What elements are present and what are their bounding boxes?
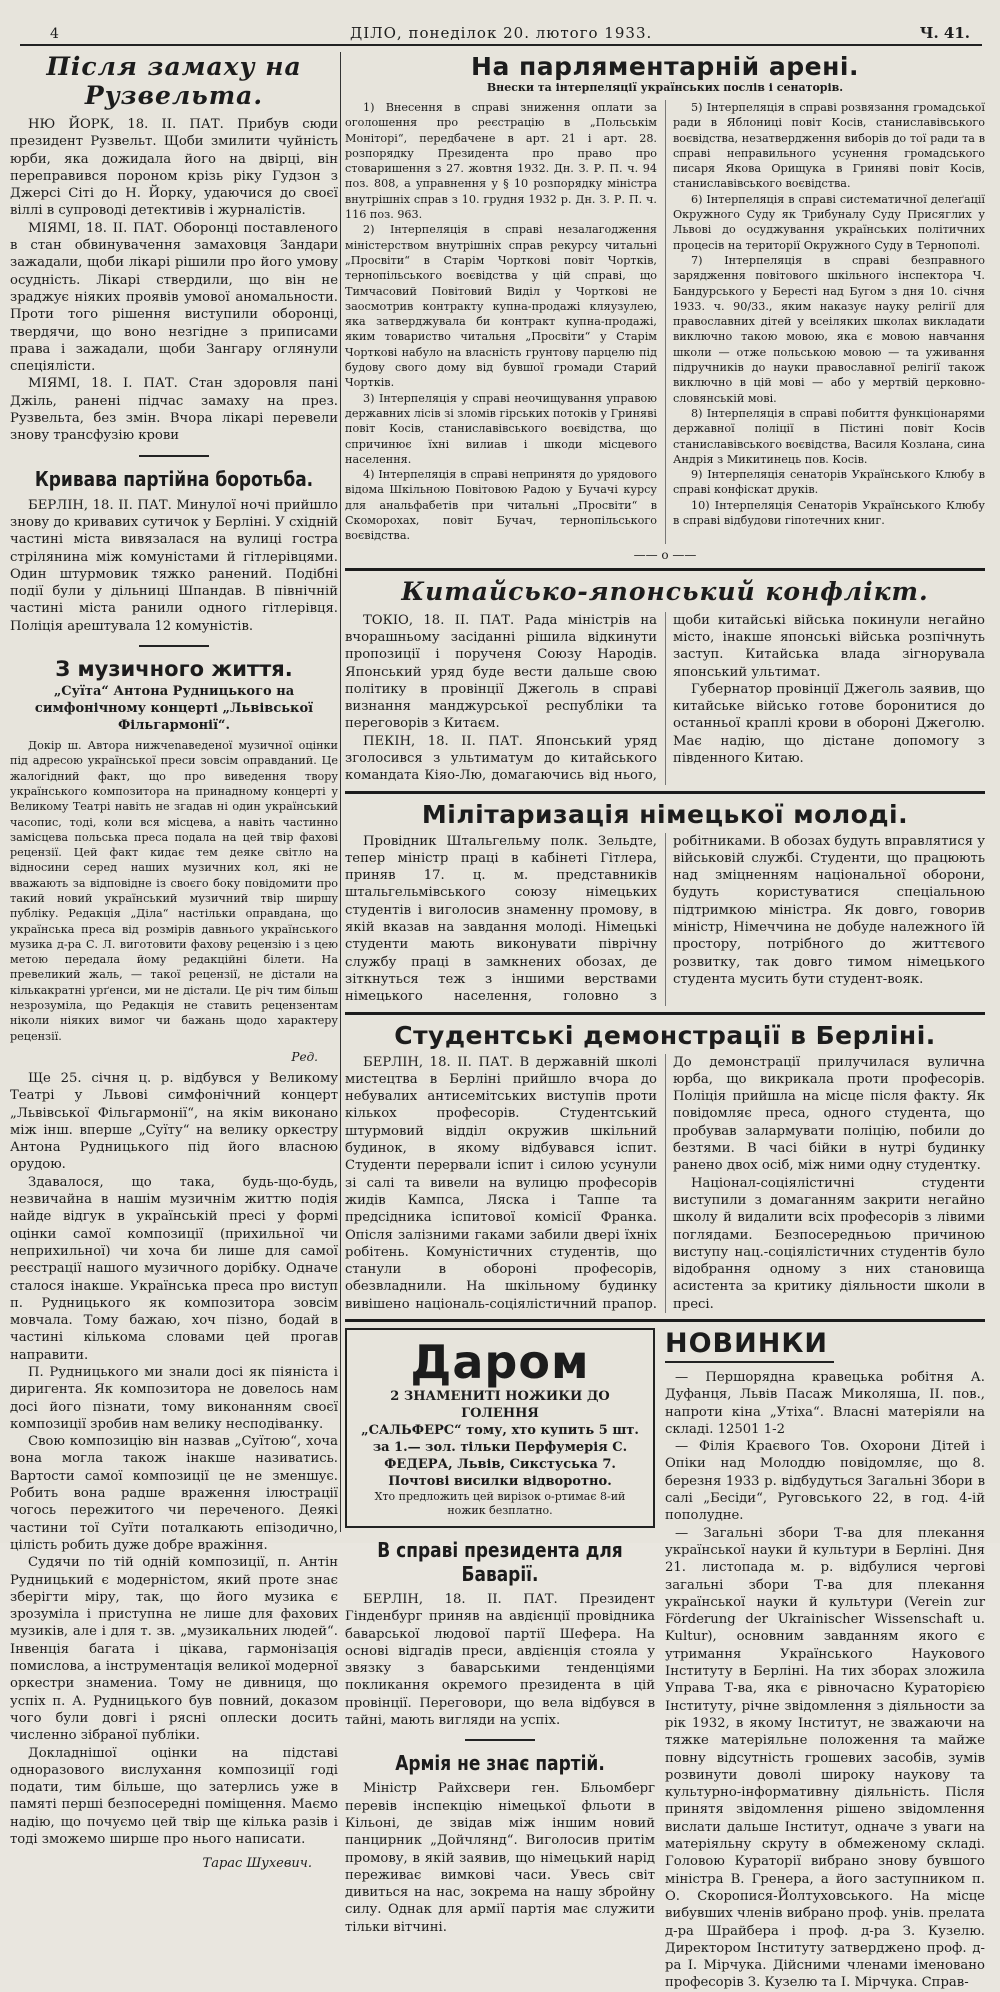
ad-line-1: 2 ЗНАМЕНИТІ НОЖИКИ ДО ГОЛЕННЯ (390, 1389, 610, 1421)
article-army (345, 1751, 655, 1936)
party-fight-p1: БЕРЛІН, 18. II. ПАТ. Минулої ночі прийшло знову до кривавих сутичок у Берліні. У східній частині міста вивязалася на вулиці гостра стрілянина між комуністами й гітлерівцями. Один штурмовик тяжко ранений. Подібні події були у дільниці Шпандав. В північній частині міста ранили одного гітлерівця. Поліція арештувала 12 комуністів. (10, 497, 338, 634)
end-mark: —— o —— (633, 547, 697, 562)
headline-china-japan: Китайсько-японський конфлікт. (401, 576, 929, 606)
roosevelt-p1: НЮ ЙОРК, 18. II. ПАТ. Прибув сюди президент Рузвельт. Щоби змилити чуйність юрби, яка дожидала його на двірці, він переправився пороном крізь ріку Гудзон з Джерсі Сіті до Н. Йорку, удаючися до своєї віллі в супроводі детективів і журналістів. (10, 117, 338, 219)
article-music (10, 657, 338, 1871)
article-party-fight (10, 467, 338, 635)
parliament-item: 6) Інтерпеляція в справі систематичної делеґації Окружного Суду як Трибуналу Суду Присяглих у Львові до осуджування українських політичних процесів на території Окружного Суду в Тернополі. (673, 192, 985, 252)
separator (465, 1739, 535, 1741)
masthead (10, 18, 990, 46)
music-p4: Свою композицію він назвав „Суїтою“, хоча вона могла також інакше називатись. Вартости самої композиції це не зменшує. Робить вона радше враження ілюстрації чогось пережитого чи переченого. Деякі частини тої Суїти поталкають епізодично, цілість робить дуже добре вражіння. (10, 1434, 338, 1553)
headline-bavaria: В справі президента для Баварії. (377, 1538, 623, 1586)
advertisement (345, 1328, 655, 1528)
militarization-p1: Провідник Штальгельму полк. Зельдте, тепер міністр праці в кабінеті Гітлера, приняв 17. ц. м. представників штальгельмівського союзу німецьких студентів і виголосив знаменну промову, в якій вказав на завдання молоді. Німецькі студенти мають виконувати піврічну службу праці в замкнених обозах, де зіткнуться теж з іншими верствами німецького населення, головно з робітниками. В обозах будуть вправлятися у військовій службі. Студенти, що працюють над зміцненням національної оборони, будуть користуватися спеціальною підтримкою міністра. Як довго, говорив міністр, Німеччина не добуде належного їй простору, потрібного до життєвого розвитку, так довго тимом німецького студента мусить бути студент-вояк. (345, 833, 985, 1005)
article-roosevelt (10, 52, 338, 445)
section-rule (345, 791, 985, 794)
china-p3: Губернатор провінції Джеголь заявив, що китайське військо готове боронитися до останньої краплі крови в обороні Джеголю. Має надію, що дістане допомогу з південного Китаю. (673, 681, 985, 766)
issue-number: Ч. 41. (919, 24, 970, 42)
music-p5: Судячи по тій одній композиції, п. Антін Рудницький є модерністом, який проте знає зберігти міру, так, що його музика є зрозуміла і приступна не лише для фахових музиків, але і для т. зв. „музикальних людей“. Інвенція багата і цікава, гармонізація помислова, а інструментація великої модерної оркестри знамениа. Тому не дивниця, що успіх п. А. Рудницького був повний, доказом чого були довгі і рясні оплески досить численно зібраної публіки. (10, 1555, 338, 1744)
parliament-item: 9) Інтерпеляція сенаторів Українського Клюбу в справі конфіскат друків. (673, 468, 985, 497)
parliament-subtitle: Внески та інтерпеляції українських послів і сенаторів. (486, 81, 844, 94)
article-parliament (345, 52, 985, 562)
headline-militarization: Мілітаризація німецької молоді. (421, 799, 909, 829)
news-column (665, 1328, 985, 1992)
editor-note-signature: Ред. (291, 1049, 318, 1064)
headline-student-demos: Студентські демонстрації в Берліні. (394, 1020, 936, 1050)
masthead-rule (20, 44, 982, 46)
section-rule (345, 1319, 985, 1322)
parliament-item: 5) Інтерпеляція в справі розвязання громадської ради в Яблониці повіт Косів, станиславівського воєвідства, незатвердження виборів до тої ради та в справі неправильного усунення громадського писаря Якова Орищука в Гриняві повіт Косів, станиславівського воєвідства. (673, 101, 985, 191)
roosevelt-p3: МІЯМІ, 18. І. ПАТ. Стан здоровля пані Джіль, ранені підчас замаху на през. Рузвельта, без змін. Вчора лікарі перевели знову трансфузію крови (10, 376, 338, 444)
china-p2: ПЕКІН, 18. II. ПАТ. Японський уряд зголосився з ультиматум до китайського командата Кіяо-Лю, домагаючись від нього, щоби китайські війська покинули негайно місто, інакше японські війська розпічнуть заступ. Китайська влада зігнорувала японський ультимат. (345, 612, 985, 784)
article-student-demos (345, 1021, 985, 1313)
music-p3: П. Рудницького ми знали досі як піяніста і диригента. Як композитора не довелось нам досі його пізнати, тому виконанням своєї композиції зробив нам велику несподіванку. (10, 1365, 338, 1432)
bottom-left (345, 1328, 655, 1992)
roosevelt-p2: МІЯМІ, 18. II. ПАТ. Оборонці поставленого в стан обвинувачення замаховця Зандари зажадали, щоби лікарі рішили про його умову осудність. Лікарі ствердили, що він не зраджує ніяких проявів умової аномальности. Проти того рішення виступили оборонці, твердячи, що воно незгідне з приписами права і зажадали, щоби Зангару оглянули спеціялісти. (10, 220, 338, 375)
parliament-item: 3) Інтерпеляція у справі неочищування управою державних лісів зі зломів гірських потоків у Гриняві повіт Косів, станиславівського воєвідства, що спричинює їхні вилиав і шкоди місцевого населення. (345, 391, 657, 466)
ad-line-3: Почтові висилки відворотно. (388, 1474, 612, 1489)
headline-roosevelt: Після замаху на Рузвельта. (46, 52, 302, 110)
article-militarization (345, 800, 985, 1006)
section-rule (345, 568, 985, 571)
right-area (345, 52, 985, 1992)
student-demos-p1: БЕРЛІН, 18. II. ПАТ. В державній школі мистецтва в Берліні прийшло вчора до небувалих антисемітських виступів проти кількох професорів. Студентський штурмовий відділ окружив шкільний будинок, в якому відбувався іспит. Студенти перервали іспит і силою усунули зі салі та вивели на вулицю професорів жидів Кампса, Ляска і Таппе та предсідника іспитової комісії Франка. Опісля залізними гаками забили двері їхніх робітень. Комуністичних студентів, що станули в обороні професорів, обезвладнили. На шкільному будинку вивішено національ-соціялістичний прапор. До демонстрації прилучилася вулична юрба, що викрикала проти професорів. Поліція прийшла на місце після факту. Як повідомляє преса, одного студента, що пробував залармувати поліцію, побили до безтями. В часі бійки в нутрі будинку ранено двох осіб, між ними одну студентку. (345, 1054, 985, 1312)
china-p1: ТОКІО, 18. II. ПАТ. Рада міністрів на вчорашньому засіданні рішила відкинути пропозиції і порученя Союзу Народів. Японський уряд буде вести дальше свою політику в провінції Джеголь в справі визнання манджурської республіки та переговорів з Китаєм. (345, 612, 657, 732)
parliament-item: 8) Інтерпеляція в справі побиття функціонарями державної поліції в Пістині повіт Косів станиславівського воєвідства, Василя Козлана, сина Андрія з Микитинець пов. Косів. (673, 406, 985, 466)
ad-headline: Даром (410, 1335, 590, 1389)
music-signature: Тарас Шухевич. (202, 1856, 312, 1872)
ad-line-2: „САЛЬФЕРС“ тому, хто купить 5 шт. за 1.— зол. тільки Перфумерія С. ФЕДЕРА, Львів, Сикстуська 7. (361, 1423, 639, 1472)
editor-note-text: Докір ш. Автора нижчеnaведеної музичної оцінки під адресою української преси зовсім оправданий. Це жалогідний факт, що про виведення твору українського композитора на принадному концерті у Великому Театрі навіть не згадав ні один український часопис, тоді, коли вся місцева, а навіть частинно замісцева польська преса подала на цей твір фахові рецензії. Цей факт кидає тем деяке світло на відносини серед наших музичних кол, які не вважають за відповідне із своєго боку повідомити про такий новий український музичний твір ширшу публіку. Редакція „Діла“ настільки оправдана, що українська преса від розмірів давнього українського музика д-ра С. Л. виготовити фахову рецензію і з цею метою передала йому редакційні білети. На превеликий жаль, — такої рецензії, не дістали на кількакратні урґенси, ми не дістали. Це річ тим більш незрозуміла, що Редакція не ставить рецензентам ніколи ніяких вимог чи бажань щодо характеру рецензії. (10, 739, 338, 1043)
headline-parliament: На парляментарній арені. (471, 52, 859, 81)
music-p6: Докладнішої оцінки на підставі одноразового вислухання композиції годі подати, тим більше, що затерлись уже в памяті перші безпосередні поміщення. Маємо надію, що почуємо цей твір ще кілька разів і тоді зможемо ширше про нього написати. (10, 1745, 338, 1848)
bottom-section (345, 1328, 985, 1992)
news-item-2: — Філія Краєвого Тов. Охорони Дітей і Опіки над Молоддю повідомляє, що 8. березня 1933 р. відбудуться Загальні Збори в салі „Бесіди“, Руговського 22, в год. 4-ій пополудне. (665, 1439, 985, 1524)
section-rule (345, 1012, 985, 1015)
editor-note (10, 738, 338, 1064)
separator (139, 645, 209, 647)
headline-party-fight: Кривава партійна боротьба. (34, 466, 314, 491)
parliament-item: 10) Інтерпеляція Сенаторів Українського Клюбу в справі відбудови гіпотечних книг. (673, 498, 985, 528)
news-item-3: — Загальні збори Т-ва для плекання української науки й культури в Берліні. Дня 21. листопада м. р. відбулися чергові загальні збори Т-ва для плекання української науки й культури (Verein zur Förderung der Ukrainischer Wissenschaft u. Kultur), основним завданням якого є утримання Українського Наукового Інституту в Берліні. На тих зборах зложила Управа Т-ва, яка є рівночасно Кураторією Інституту, річне звідомлення з діяльности за рік 1932, в якому Інститут, не зважаючи на тяжке матеріяльне положення та майже повну відсутність грошевих засобів, зумів розвинути доволі широку наукову та культурно-інформативну діяльність. Після принятя звідомлення рішено звідомлення вислати дальше Інститут, одначе з уваги на матеріяльну скруту в обмеженому складі. Головою Кураторії вибрано знову бувшого міністра В. Гренера, а його заступником п. О. Скоропися-Йолтуховського. На місце вибувших членів вибрано проф. унів. прелата д-ра Шрайбера і проф. д-ра З. Кузелю. Директором Інституту затверджено проф. д-ра І. Мірчука. Дійсними членами іменовано професорів З. Кузелю та І. Мірчука. Справ- (665, 1525, 985, 1991)
masthead-title-date: ДІЛО, понеділок 20. лютого 1933. (350, 24, 653, 42)
article-china-japan (345, 577, 985, 785)
page-number: 4 (50, 26, 59, 42)
news-heading: НОВИНКИ (665, 1328, 834, 1363)
column-divider (340, 52, 341, 1532)
army-p1: Міністр Райхсвери ген. Бльомберг перевів інспекцію німецької фльоти в Кільоні, де звідав між іншим новий панцирник „Дойчлянд“. Виголосив притім промову, в якій заявив, що німецький нарід переживає вимкові часи. Увесь світ дивиться на нас, зокрема на нашу збройну силу. Однак для армії партія має служити тільки вітчині. (345, 1781, 655, 1935)
parliament-item: 7) Інтерпеляція в справі безправного зарядження повітового шкільного інспектора Ч. Бандурського у Бересті над Бугом з дня 10. січня 1933. ч. 90/33., яким наказує науку релігії для православних дітей у всеіляких школах викладати виключно такою мовою, яка є мовою навчання школи — отже польською мовою — та уживання підручників до науки православної релігії також виключно в цій мові — або у мертвій церковно-словянській мові. (673, 253, 985, 405)
headline-music: З музичного життя. (55, 657, 293, 682)
headline-army: Армія не знає партій. (395, 1751, 605, 1776)
music-p1: Ще 25. січня ц. р. відбувся у Великому Театрі у Львові симфонічний концерт „Львівської Фільгармонії“, на якім виконано між інш. вперше „Суїту“ на велику оркестру Антона Рудницького під його власною орудою. (10, 1070, 338, 1173)
music-p2: Здавалося, що така, будь-що-будь, незвичайна в нашім музичнім життю подія найде відгук в українській пресі у формі оцінки самої композиції (прихильної чи неприхильної) чи хоча би лише для самої реєстрації нашого музичного дорібку. Одначе сталося інакше. Українська преса про виступ п. Рудницького як композитора зовсім мовчала. Тому бажаю, хоч пізно, бодай в частині кількома словами цей прогав направити. (10, 1174, 338, 1363)
militarization-body (345, 833, 985, 1006)
separator (139, 455, 209, 457)
music-subtitle: „Суїта“ Антона Рудницького на симфонічному концерті „Львівської Фільгармонії“. (34, 684, 314, 734)
student-demos-body (345, 1054, 985, 1313)
ad-note: Хто предложить цей вирізок о-ртимає 8-ий ножик безплатно. (374, 1490, 626, 1517)
parliament-item: 2) Інтерпеляція в справі незалагодження міністерством внутрішніх справ рекурсу читальні „Просвіти“ в Старім Чорткові повіт Чортків, тернопільського воєвідства у цій справі, що Тимчасовий Повітовий Виділ у Чорткові не заосмотрив контракту купна-продажі кляузулею, яка затверджувала би контракт купна-продажі, яким товариство читальня „Просвіти“ у Старім Чорткові набуло на власність грунтову парцелю під будову свого дому від бувшої громади Старий Чортків. (345, 223, 657, 390)
left-column (10, 52, 338, 1871)
parliament-item: 4) Інтерпеляція в справі непринятя до урядового відома Шкільною Повітовою Радою у Бучачі курсу для анальфабетів при читальні „Просвіти“ в Скоморохах, повіт Бучач, тернопільського воєвідства. (345, 468, 657, 543)
article-bavaria (345, 1538, 655, 1729)
parliament-item: 1) Внесення в справі зниження оплати за оголошення про реєстрацію в „Польськім Моніторі“, передбачене в арт. 21 і арт. 28. розпорядку Президента про право про стоваришення з 27. жовтня 1932. Дн. З. Р. П. ч. 94 поз. 808, а управнення у § 10 розпорядку міністра внутрішніх справ з 10. грудня 1932 р. Дн. З. Р. П. ч. 116 поз. 963. (345, 101, 657, 222)
news-item-1: — Першорядна кравецька робітня А. Дуфанця, Львів Пасаж Миколяша, II. пов., напроти кіна „Утіха“. Власні матеріяли на складі. 12501 1-2 (665, 1370, 985, 1437)
student-demos-p2: Націонал-соціялістичні студенти виступили з домаганням закрити негайно школу й видалити всіх професорів з лівими поглядами. Безпосередньою причиною виступу нац.-соціялістичних студентів було відобрання одному з них становища асистента за критику діяльности школи в пресі. (673, 1175, 985, 1312)
china-body (345, 612, 985, 785)
parliament-items (345, 100, 985, 544)
bavaria-p1: БЕРЛІН, 18. II. ПАТ. Президент Гінденбург приняв на авдієнції провідника баварської людової партії Шефера. На основі відгадів преси, авдієнція стояла у звязку з баварськими тенденціями покликання окремого президента в цій провінції. Переговори, що вела відбувся в тайні, мають вигляди на успіх. (345, 1592, 655, 1729)
